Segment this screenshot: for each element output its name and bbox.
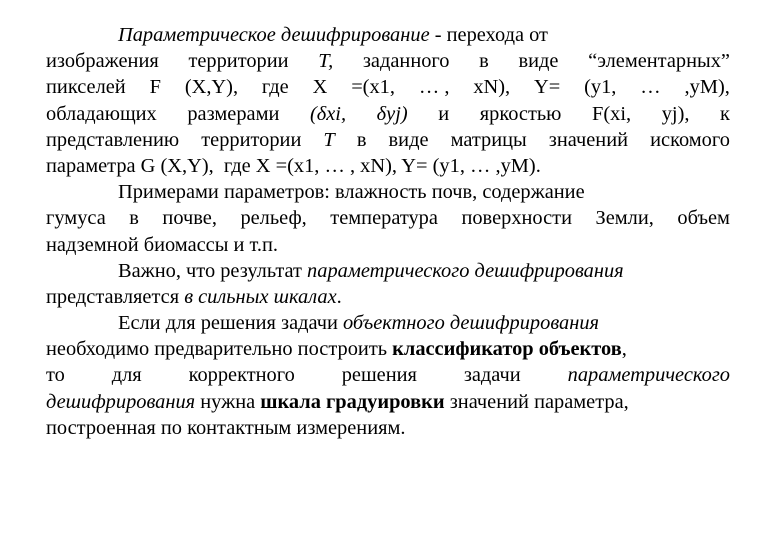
text-segment: в bbox=[356, 128, 367, 151]
text-segment: матрицы bbox=[450, 128, 527, 151]
text-segment: … , bbox=[418, 76, 450, 99]
text-segment: параметра G (X,Y), где X =(x1, … , xN), Y= (y1, … ,yM). bbox=[46, 154, 541, 177]
text-segment: значений параметра, bbox=[444, 390, 629, 413]
text-line bbox=[46, 205, 730, 231]
italic-term: в сильных шкалах bbox=[184, 285, 337, 308]
italic-term: параметрического bbox=[567, 364, 730, 387]
italic-term: параметрического дешифрирования bbox=[307, 259, 624, 282]
text-line bbox=[46, 336, 730, 362]
text-line bbox=[46, 127, 730, 153]
italic-term: T bbox=[323, 128, 335, 151]
text-segment: нужна bbox=[195, 390, 261, 413]
document-body bbox=[46, 22, 730, 441]
text-line bbox=[46, 258, 730, 284]
italic-term: T, bbox=[318, 50, 334, 73]
italic-term: объектного дешифрирования bbox=[343, 312, 600, 335]
text-line bbox=[46, 389, 730, 415]
text-segment: =(x1, bbox=[351, 76, 395, 99]
text-line bbox=[46, 415, 730, 441]
text-segment: корректного bbox=[188, 364, 295, 387]
text-segment: гумуса bbox=[46, 207, 106, 230]
text-segment: надземной биомассы и т.п. bbox=[46, 233, 279, 256]
text-segment: X bbox=[312, 76, 328, 99]
text-segment: в bbox=[129, 207, 139, 230]
text-segment: . bbox=[336, 285, 342, 308]
text-segment: то bbox=[46, 364, 65, 387]
text-line bbox=[46, 101, 730, 127]
text-segment: к bbox=[720, 102, 730, 125]
text-segment: в bbox=[479, 50, 489, 73]
text-segment: Примерами параметров: влажность почв, содержание bbox=[118, 181, 585, 204]
text-segment: для bbox=[111, 364, 142, 387]
italic-term: δyj) bbox=[376, 102, 408, 125]
text-segment: территории bbox=[201, 128, 302, 151]
text-segment: территории bbox=[188, 50, 289, 73]
text-segment: почве, bbox=[162, 207, 217, 230]
text-segment: (X,Y), bbox=[184, 76, 239, 99]
bold-term: классификатор объектов bbox=[392, 338, 622, 361]
text-segment: значений bbox=[548, 128, 629, 151]
text-segment: - перехода от bbox=[429, 24, 548, 46]
text-segment: размерами bbox=[187, 102, 280, 125]
text-segment: искомого bbox=[650, 128, 730, 151]
text-segment: F bbox=[149, 76, 161, 99]
text-segment: виде bbox=[388, 128, 429, 151]
text-segment: где bbox=[261, 76, 289, 99]
text-segment: xN), bbox=[473, 76, 511, 99]
text-line bbox=[46, 22, 730, 48]
text-segment: Y= bbox=[534, 76, 561, 99]
text-segment: необходимо предварительно построить bbox=[46, 338, 393, 361]
text-segment: Важно, что результат bbox=[118, 259, 308, 282]
text-segment: объем bbox=[677, 207, 730, 230]
text-segment: yj), bbox=[661, 102, 690, 125]
text-line bbox=[46, 74, 730, 100]
bold-term: шкала градуировки bbox=[260, 390, 445, 413]
paragraph-p1 bbox=[46, 22, 730, 179]
text-line bbox=[46, 362, 730, 388]
text-line bbox=[46, 179, 730, 205]
paragraph-p4 bbox=[46, 310, 730, 441]
text-segment: Земли, bbox=[595, 207, 654, 230]
text-segment: Если для решения задачи bbox=[118, 312, 343, 335]
text-segment: ,yM), bbox=[684, 76, 730, 99]
text-segment: задачи bbox=[463, 364, 521, 387]
text-segment: представлению bbox=[46, 128, 180, 151]
text-segment: построенная по контактным измерениям. bbox=[46, 416, 406, 439]
text-segment: F(xi, bbox=[592, 102, 632, 125]
text-segment: , bbox=[621, 338, 627, 361]
text-line bbox=[46, 153, 730, 179]
text-segment: температура bbox=[330, 207, 438, 230]
italic-term: (δxi, bbox=[309, 102, 347, 125]
text-segment: решения bbox=[341, 364, 417, 387]
text-segment: яркостью bbox=[479, 102, 562, 125]
text-segment: поверхности bbox=[461, 207, 572, 230]
text-segment: пикселей bbox=[46, 76, 126, 99]
italic-term: дешифрирования bbox=[46, 390, 196, 413]
text-segment: (y1, bbox=[584, 76, 617, 99]
text-line bbox=[46, 48, 730, 74]
text-segment: и bbox=[438, 102, 450, 125]
text-line bbox=[46, 232, 730, 258]
text-segment: … bbox=[640, 76, 661, 99]
paragraph-p3 bbox=[46, 258, 730, 310]
text-segment: виде bbox=[518, 50, 559, 73]
paragraph-p2 bbox=[46, 179, 730, 258]
text-segment: заданного bbox=[362, 50, 450, 73]
text-segment: “элементарных” bbox=[588, 50, 730, 73]
text-segment: представляется bbox=[46, 285, 185, 308]
text-segment: изображения bbox=[46, 50, 159, 73]
text-line bbox=[46, 284, 730, 310]
text-segment: обладающих bbox=[46, 102, 157, 125]
italic-term: Параметрическое дешифрирование bbox=[118, 24, 430, 46]
text-segment: рельеф, bbox=[240, 207, 307, 230]
text-line bbox=[46, 310, 730, 336]
